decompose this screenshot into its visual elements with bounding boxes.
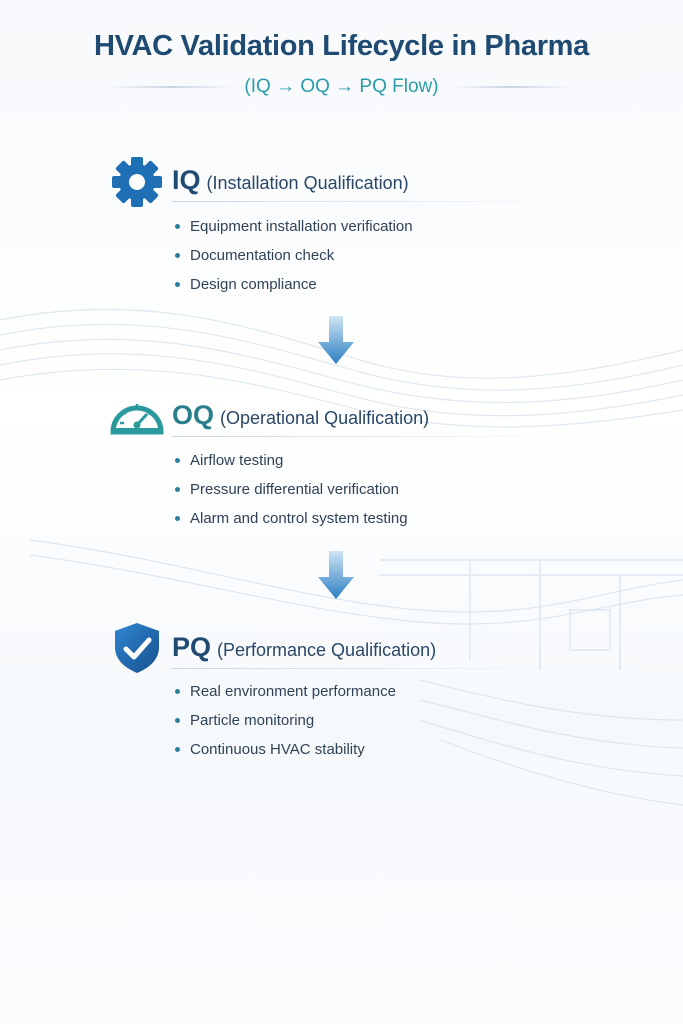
gauge-icon — [110, 390, 164, 444]
shield-check-icon — [110, 622, 164, 676]
page-title: HVAC Validation Lifecycle in Pharma — [93, 30, 589, 62]
section-full-name: (Operational Qualification) — [220, 408, 430, 428]
oq-list — [175, 446, 408, 533]
section-full-name: (Performance Qualification) — [217, 640, 437, 660]
section-pq — [110, 622, 580, 758]
divider — [172, 201, 572, 202]
arrow-down-icon — [318, 551, 354, 599]
subtitle-row — [0, 76, 683, 98]
list-item: Alarm and control system testing — [175, 504, 408, 533]
list-item: Continuous HVAC stability — [175, 735, 396, 764]
section-full-name: (Installation Qualification) — [206, 173, 409, 193]
arrow-down-icon — [318, 316, 354, 364]
list-item: Documentation check — [175, 241, 413, 270]
section-abbr: PQ — [172, 632, 212, 662]
pq-list — [175, 677, 396, 764]
list-item: Real environment performance — [175, 677, 396, 706]
list-item: Equipment installation verification — [175, 212, 413, 241]
list-item: Design compliance — [175, 270, 413, 299]
divider — [172, 668, 572, 669]
divider — [109, 86, 234, 88]
section-abbr: IQ — [172, 165, 201, 195]
section-abbr: OQ — [172, 400, 215, 430]
section-oq — [110, 390, 580, 527]
divider — [449, 86, 574, 88]
gear-icon — [110, 155, 164, 209]
divider — [172, 436, 572, 437]
list-item: Pressure differential verification — [175, 475, 408, 504]
section-iq — [110, 155, 580, 293]
list-item: Particle monitoring — [175, 706, 396, 735]
iq-list — [175, 212, 413, 299]
list-item: Airflow testing — [175, 446, 408, 475]
subtitle: (IQ → OQ → PQ Flow) — [244, 76, 439, 97]
